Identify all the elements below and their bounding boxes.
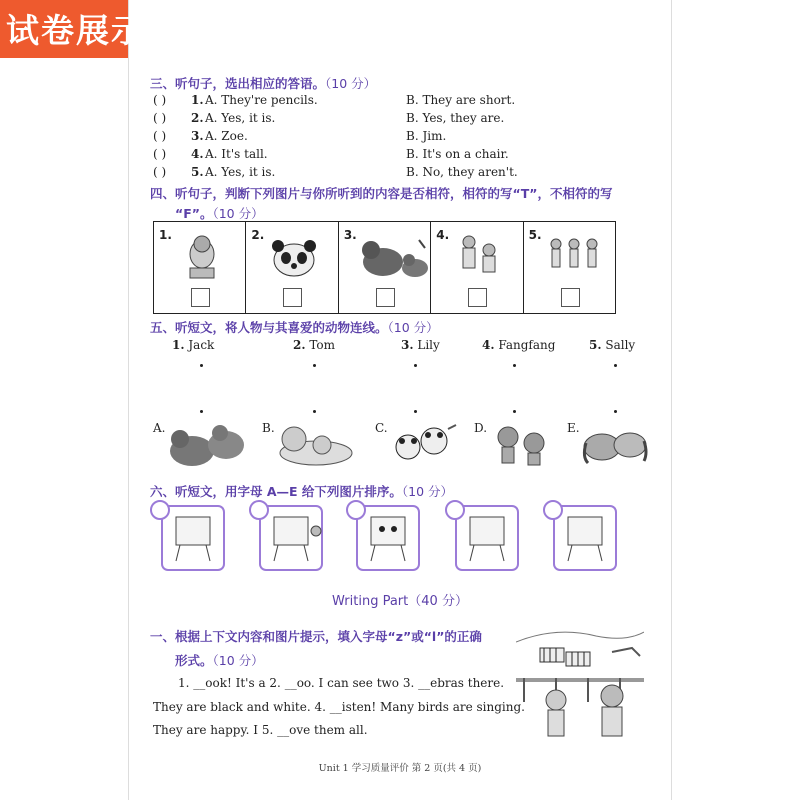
match-dot[interactable] — [414, 410, 417, 413]
answer-box[interactable] — [283, 288, 302, 307]
option-a: A. It's tall. — [205, 147, 268, 161]
writing-part-heading — [0, 590, 800, 609]
section3-item — [153, 147, 623, 163]
section4-title-line2: “F”。 — [175, 206, 213, 221]
answer-box[interactable] — [561, 288, 580, 307]
match-dot[interactable] — [414, 364, 417, 367]
w1-line-1: 1. __ook! It's a 2. __oo. I can see two 3. __ebras there. — [178, 676, 505, 690]
zoo-scene-picture — [516, 622, 644, 738]
section3-item — [153, 111, 623, 127]
match-dot[interactable] — [200, 410, 203, 413]
w1-points: （10 分） — [212, 653, 264, 668]
boys-height-icon — [451, 232, 506, 282]
animal-c-label: C. — [375, 421, 388, 435]
person-5: 5. Sally — [589, 338, 636, 352]
section4-heading-2 — [175, 204, 264, 222]
animal-a-label: A. — [153, 421, 166, 435]
page-footer: Unit 1 学习质量评价 第 2 页(共 4 页) — [318, 763, 482, 774]
item-number: 1. — [191, 93, 204, 107]
section6-title: 六、听短文，用字母 A—E 给下列图片排序。 — [150, 484, 402, 499]
elephants-icon — [580, 423, 650, 468]
item-number: 5. — [191, 165, 204, 179]
option-b: B. It's on a chair. — [406, 147, 509, 161]
children-group-icon — [544, 232, 604, 282]
picture-table — [153, 221, 616, 314]
w1-line-3: They are happy. I 5. __ove them all. — [153, 723, 368, 737]
banner-title: 试卷展示 — [6, 11, 146, 50]
cell-number: 3. — [343, 228, 357, 242]
section3-points: （10 分） — [325, 76, 377, 91]
match-dot[interactable] — [614, 410, 617, 413]
picture-cell-4 — [431, 222, 523, 313]
answer-paren[interactable]: ( ) — [153, 147, 167, 161]
match-dot[interactable] — [614, 364, 617, 367]
cell-number: 4. — [436, 228, 450, 242]
section3-item — [153, 129, 623, 145]
section5-title: 五、听短文，将人物与其喜爱的动物连线。 — [150, 320, 388, 335]
picture-cell-5 — [524, 222, 615, 313]
w1-title: 一、根据上下文内容和图片提示，填入字母“z”或“l”的正确 — [150, 629, 482, 644]
section3-item — [153, 93, 623, 109]
animal-e-label: E. — [567, 421, 580, 435]
w1-heading-2 — [175, 651, 264, 669]
person-4: 4. Fangfang — [482, 338, 556, 352]
writing-points: （40 分） — [408, 594, 468, 609]
picture-cell-3 — [339, 222, 431, 313]
section6-points: （10 分） — [401, 484, 454, 499]
writing-title: Writing Part — [332, 594, 409, 609]
match-dot[interactable] — [200, 364, 203, 367]
w1-line-2: They are black and white. 4. __isten! Many birds are singing. — [153, 700, 525, 714]
animal-b-label: B. — [262, 421, 275, 435]
section4-title-line1: 四、听句子，判断下列图片与你所听到的内容是否相符，相符的写“T”，不相符的写 — [150, 186, 613, 201]
item-number: 4. — [191, 147, 204, 161]
match-dot[interactable] — [513, 364, 516, 367]
match-dot[interactable] — [313, 410, 316, 413]
answer-paren[interactable]: ( ) — [153, 165, 167, 179]
bears-icon — [168, 423, 248, 468]
section3-heading — [150, 74, 376, 92]
item-number: 3. — [191, 129, 204, 143]
panda-icon — [266, 232, 321, 282]
cell-number: 5. — [528, 228, 542, 242]
person-3: 3. Lily — [401, 338, 440, 352]
section4-points: （10 分） — [212, 206, 264, 221]
item-number: 2. — [191, 111, 204, 125]
answer-paren[interactable]: ( ) — [153, 93, 167, 107]
section3-title: 三、听句子，选出相应的答语。 — [150, 76, 326, 91]
section6-heading — [150, 482, 453, 500]
cell-number: 1. — [159, 228, 172, 242]
picture-cell-1 — [154, 222, 246, 313]
option-b: B. No, they aren't. — [406, 165, 518, 179]
option-b: B. Jim. — [406, 129, 447, 143]
answer-box[interactable] — [468, 288, 487, 307]
person-2: 2. Tom — [293, 338, 336, 352]
picture-cell-2 — [246, 222, 338, 313]
lion-statue-icon — [174, 232, 229, 282]
section3-item — [153, 165, 623, 181]
animal-d-label: D. — [474, 421, 488, 435]
w1-heading — [150, 627, 482, 645]
answer-box[interactable] — [376, 288, 395, 307]
person-1: 1. Jack — [172, 338, 215, 352]
pandas-icon — [390, 423, 460, 468]
answer-paren[interactable]: ( ) — [153, 111, 167, 125]
option-a: A. They're pencils. — [205, 93, 318, 107]
bears-icon — [359, 232, 434, 282]
match-dot[interactable] — [313, 364, 316, 367]
section5-heading — [150, 318, 439, 336]
section5-points: （10 分） — [387, 320, 439, 335]
option-a: A. Yes, it is. — [205, 111, 276, 125]
option-b: B. Yes, they are. — [406, 111, 505, 125]
easel-drawings — [170, 513, 610, 563]
answer-paren[interactable]: ( ) — [153, 129, 167, 143]
answer-box[interactable] — [191, 288, 210, 307]
cell-number: 2. — [251, 228, 265, 242]
lions-icon — [276, 423, 356, 468]
section4-heading — [150, 184, 630, 202]
monkeys-icon — [490, 423, 555, 468]
option-a: A. Yes, it is. — [205, 165, 276, 179]
match-dot[interactable] — [513, 410, 516, 413]
option-b: B. They are short. — [406, 93, 516, 107]
w1-title2: 形式。 — [175, 653, 213, 668]
order-circle-1[interactable] — [150, 500, 170, 520]
option-a: A. Zoe. — [205, 129, 248, 143]
